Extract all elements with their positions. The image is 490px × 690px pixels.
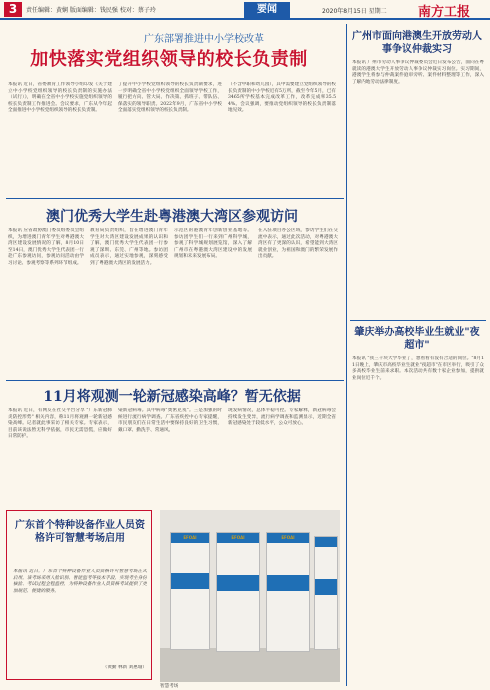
- photo-caption: 智慧考场: [160, 684, 179, 689]
- article4-headline: 广东首个特种设备作业人员资格许可智慧考场启用: [15, 520, 145, 544]
- page-number: 3: [4, 2, 22, 17]
- exam-machine: [266, 532, 310, 652]
- article2-col4: 在入驻项目办公区域，参访学生们在交流中表示，通过此次活动，对粤港澳大湾区有了更深的认识，希望能到大湾区就业创业，为祖国和澳门的繁荣发展作出贡献。: [258, 228, 338, 260]
- article2-col3: 示范区的港澳青年创新创业基地等。参访团学生们一行来到广州科学城，参观了科学城规划展览馆，深入了解广州市在粤港澳大湾区建设中的发展规划和未来发展布局。: [174, 228, 252, 260]
- right2-body: 本报讯 "我三千块大学毕业了，想看看有没有合适的岗位。"8月11日晚上，肇庆市高校毕业生就业"夜超市"在市区举行，吸引了众多高校毕业生前来求职。本次活动共有数十家企业参加，提供就业岗位近千个。: [352, 356, 484, 381]
- divider: [6, 198, 344, 199]
- article3-headline: 11月将观测一轮新冠感染高峰？暂无依据: [43, 389, 301, 405]
- article3-col2: 染新冠病毒。其中病毒"奥密克戎"。三是加强的时候进行流行病学调查。广东省疾控中心专家提醒，市民朋友们在日常生活中要保持良好的卫生习惯，戴口罩、勤洗手、常通风。: [118, 408, 222, 433]
- right1-body: 本报讯 广州市劳动人事争议仲裁委员会近日发布公告，面向在粤就读的港澳大学生开放劳动人事争议仲裁实习岗位。实习期间，港澳学生将参与仲裁案件庭审旁听、案件材料整理等工作，深入了解内地劳动法律制度。: [352, 60, 484, 85]
- right1-headline: 广州市面向港澳生开放劳动人事争议仲裁实习: [352, 31, 482, 55]
- machine-label: EFOAI: [281, 535, 295, 540]
- article1-col1: 本报讯 近日，省委教育工作领导小组印发《关于建立中小学校党组织领导的校长负责制的实施办法（试行）》，明确在全省中小学校实施党组织领导的校长负责制工作推进会。会议要求，广东从今年起全面推进中小学校党组织领导的校长负责制。: [8, 82, 112, 114]
- divider: [6, 380, 344, 381]
- machine-label: EFOAI: [231, 535, 245, 540]
- article4-byline: （黄勤 林新 刘惠瑜）: [102, 665, 147, 670]
- exam-room-photo: [160, 510, 340, 682]
- article3-col1: 本报讯 近日，有网友在社交平台分享 "广东新冠肺炎防控形势" 相关内容，称11月将观测一轮新冠感染高峰。记者就此事采访了相关专家。专家表示，目前该说法暂无科学依据，市民无需恐慌，应做好日常防护。: [8, 408, 112, 440]
- article1-col3: （不含中职和幼儿园），其中需要建立党组织领导的校长负责制的中小学校近有5万所，截至今年5月，已有3465所学校基本完成改革工作，改革完成率35.54%。会议强调，要推动党组织领导的校长负责制落地见效。: [228, 82, 336, 114]
- article3-col3: 现发病情况，总体平稳可控。专家解释，新冠病毒会持续发生变异，流行病学调查和监测显示，近期全省新冠感染处于较低水平，公众可放心。: [228, 408, 336, 427]
- article2-col2: 教育局负责组织，旨在增进澳门青年学生对大湾区建设发展成果的认识和了解，澳门优秀大学生代表团一行参观了深圳、东莞、广州等地。参访团成员表示，通过实地参观，深刻感受到了粤港澳大湾区的发展活力。: [90, 228, 168, 266]
- article1-headline: 加快落实党组织领导的校长负责制: [30, 49, 308, 70]
- article4-box: [6, 510, 152, 680]
- page-header: [0, 0, 490, 20]
- article4-body: 本报讯 近日，广东首个特种设备作业人员资格许可智慧考场正式启用。该考场采用人脸识别、智能监考等技术手段，实现考生身份核验、考试过程全程监控，为特种设备作业人员资格考试提供了更加规范、便捷的服务。: [13, 569, 147, 594]
- column-divider: [346, 24, 347, 686]
- newspaper-logo: 南方工报: [418, 5, 471, 20]
- section-tab: 要闻: [244, 2, 290, 18]
- photo-floor: [160, 648, 340, 682]
- article2-col1: 本报讯 应省政协澳门委员组委员会组织，为增进澳门青年学生对粤港澳大湾区建设发展情况的了解，8月10日至14日，澳门优秀大学生代表团一行赴广东参观访问，参观访问活动由学习讨论、参观考察等系列环节组成。: [8, 228, 84, 266]
- article1-kicker: 广东部署推进中小学校改革: [144, 34, 264, 45]
- article2-headline: 澳门优秀大学生赴粤港澳大湾区参观访问: [46, 209, 298, 225]
- article1-col2: 了提升中小学校党组织领导的校长负责制要求，进一步明确全省中小学校党组织全面领导学校工作，履行把方向、管大局、作决策、抓班子、带队伍、保落实的领导职责。2022年9月，广东省中小学校全面落实党组织领导的校长负责制。: [118, 82, 222, 114]
- dateline: 2020年8月15日 星期二: [322, 8, 387, 15]
- divider: [350, 320, 486, 321]
- exam-machine: [170, 532, 210, 650]
- machine-label: EFOAI: [183, 535, 197, 540]
- exam-machine: [216, 532, 260, 652]
- editor-credits: 责任编辑：黄娴 版面编辑：钱民强 校对：蔡子玲: [26, 7, 156, 14]
- right2-headline: 肇庆举办高校毕业生就业"夜超市": [354, 327, 480, 351]
- exam-machine: [314, 536, 338, 650]
